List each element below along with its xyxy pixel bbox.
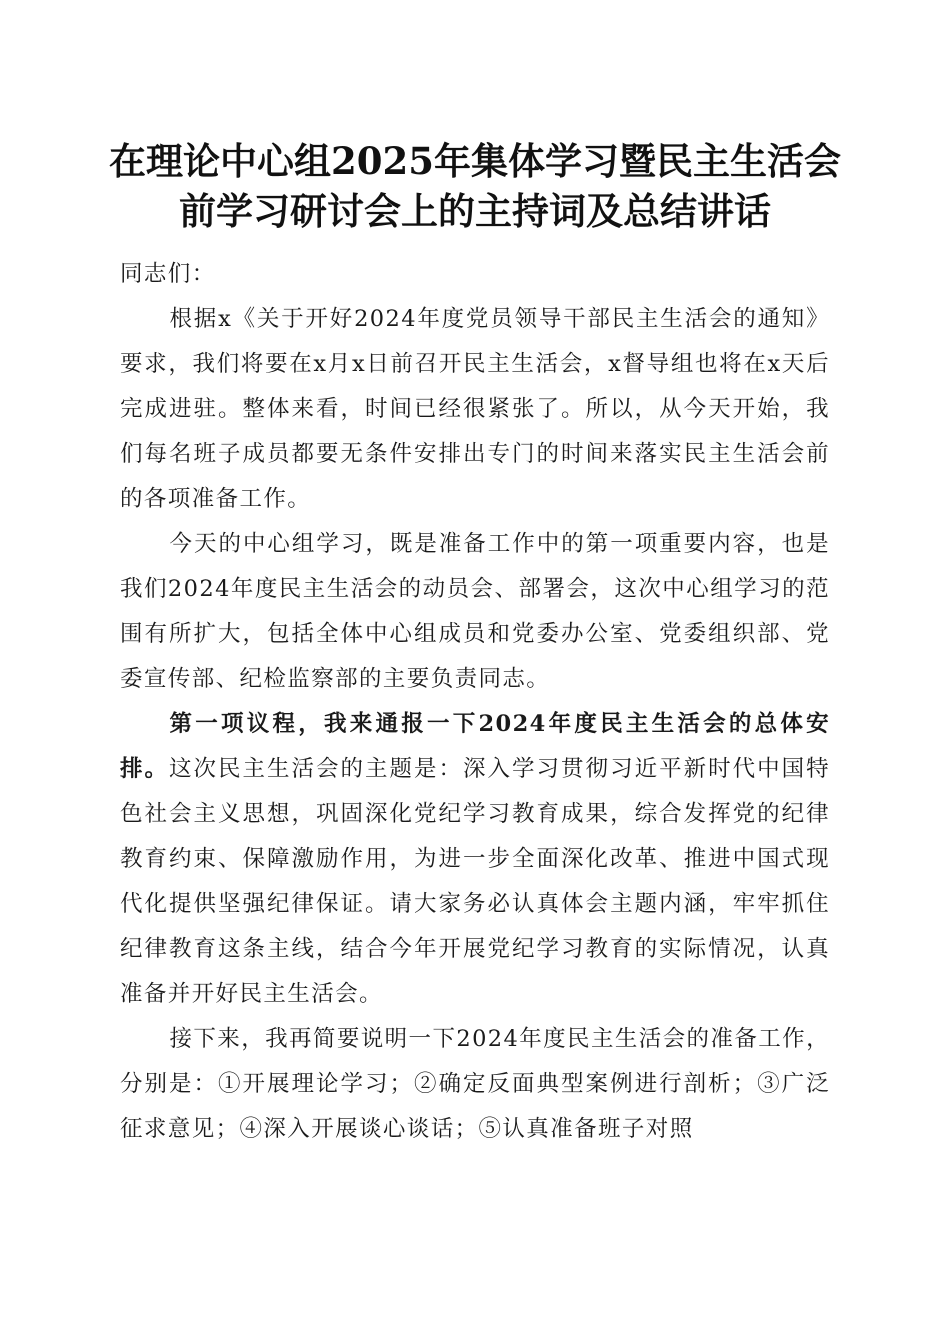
paragraph [120,1017,830,1152]
document-body [120,252,830,1152]
title-line-2: 前学习研讨会上的主持词及总结讲话 [179,189,771,233]
paragraph [120,522,830,702]
salutation: 同志们： [120,261,216,287]
agenda-lead-sentence: 第一项议程，我来通报一下2024年度民主生活会的总体安排。 [120,711,830,782]
document-title [90,136,860,236]
title-line-1: 在理论中心组2025年集体学习暨民主生活会 [109,139,841,183]
paragraph [120,297,830,522]
paragraph [120,702,830,1017]
paragraph-text: 接下来，我再简要说明一下2024年度民主生活会的准备工作，分别是：①开展理论学习；②确定反面典型案例进行剖析；③广泛征求意见；④深入开展谈心谈话；⑤认真准备班子对照 [120,1026,830,1142]
paragraph-text: 今天的中心组学习，既是准备工作中的第一项重要内容，也是我们2024年度民主生活会的动员会、部署会，这次中心组学习的范围有所扩大，包括全体中心组成员和党委办公室、党委组织部、党委宣传部、纪检监察部的主要负责同志。 [120,531,830,692]
paragraph-text: 根据x《关于开好2024年度党员领导干部民主生活会的通知》要求，我们将要在x月x日前召开民主生活会，x督导组也将在x天后完成进驻。整体来看，时间已经很紧张了。所以，从今天开始，我们每名班子成员都要无条件安排出专门的时间来落实民主生活会前的各项准备工作。 [120,306,830,512]
paragraph-text: 这次民主生活会的主题是：深入学习贯彻习近平新时代中国特色社会主义思想，巩固深化党纪学习教育成果，综合发挥党的纪律教育约束、保障激励作用，为进一步全面深化改革、推进中国式现代化提供坚强纪律保证。请大家务必认真体会主题内涵，牢牢抓住纪律教育这条主线，结合今年开展党纪学习教育的实际情况，认真准备并开好民主生活会。 [120,756,830,1007]
